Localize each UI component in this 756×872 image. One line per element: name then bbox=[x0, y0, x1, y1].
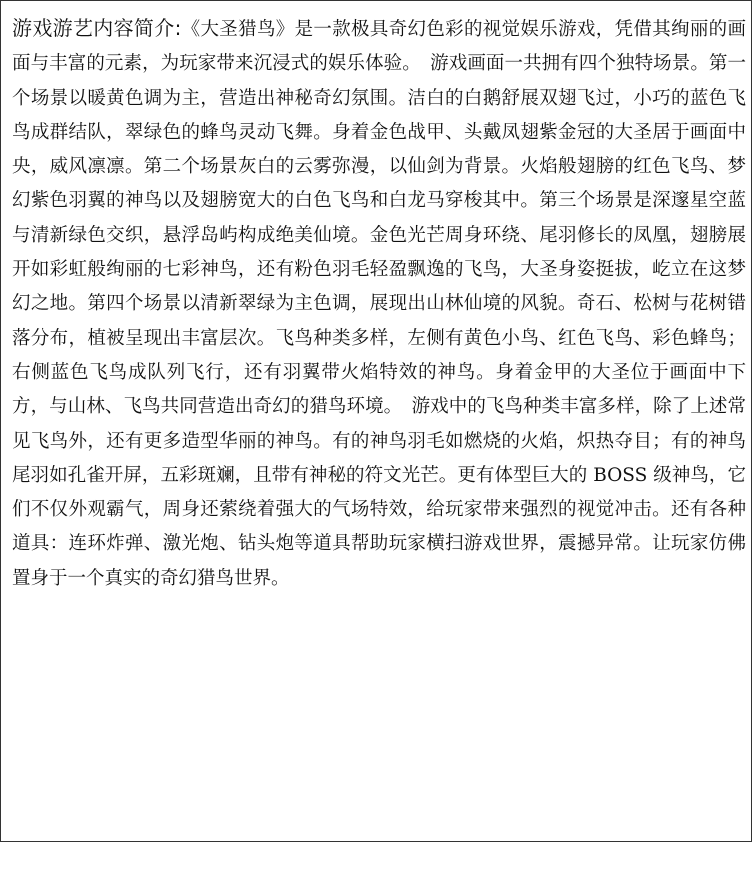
document-paragraph bbox=[12, 11, 746, 596]
document-heading: 游戏游艺内容简介: bbox=[12, 16, 182, 40]
document-body: 《大圣猎鸟》是一款极具奇幻色彩的视觉娱乐游戏，凭借其绚丽的画面与丰富的元素，为玩家带来沉浸式的娱乐体验。 游戏画面一共拥有四个独特场景。第一个场景以暖黄色调为主，营造出神秘奇幻氛围。洁白的白鹅舒展双翅飞过，小巧的蓝色飞鸟成群结队，翠绿色的蜂鸟灵动飞舞。身着金色战甲、头戴凤翅紫金冠的大圣居于画面中央，威风凛凛。第二个场景灰白的云雾弥漫，以仙剑为背景。火焰般翅膀的红色飞鸟、梦幻紫色羽翼的神鸟以及翅膀宽大的白色飞鸟和白龙马穿梭其中。第三个场景是深邃星空蓝与清新绿色交织，悬浮岛屿构成绝美仙境。金色光芒周身环绕、尾羽修长的凤凰，翅膀展开如彩虹般绚丽的七彩神鸟，还有粉色羽毛轻盈飘逸的飞鸟，大圣身姿挺拔，屹立在这梦幻之地。第四个场景以清新翠绿为主色调，展现出山林仙境的风貌。奇石、松树与花树错落分布，植被呈现出丰富层次。飞鸟种类多样，左侧有黄色小鸟、红色飞鸟、彩色蜂鸟；右侧蓝色飞鸟成队列飞行，还有羽翼带火焰特效的神鸟。身着金甲的大圣位于画面中下方，与山林、飞鸟共同营造出奇幻的猎鸟环境。 游戏中的飞鸟种类丰富多样，除了上述常见飞鸟外，还有更多造型华丽的神鸟。有的神鸟羽毛如燃烧的火焰，炽热夺目；有的神鸟尾羽如孔雀开屏，五彩斑斓，且带有神秘的符文光芒。更有体型巨大的 BOSS 级神鸟，它们不仅外观霸气，周身还萦绕着强大的气场特效，给玩家带来强烈的视觉冲击。还有各种道具：连环炸弹、激光炮、钻头炮等道具帮助玩家横扫游戏世界，震撼异常。让玩家仿佛置身于一个真实的奇幻猎鸟世界。 bbox=[12, 19, 746, 589]
